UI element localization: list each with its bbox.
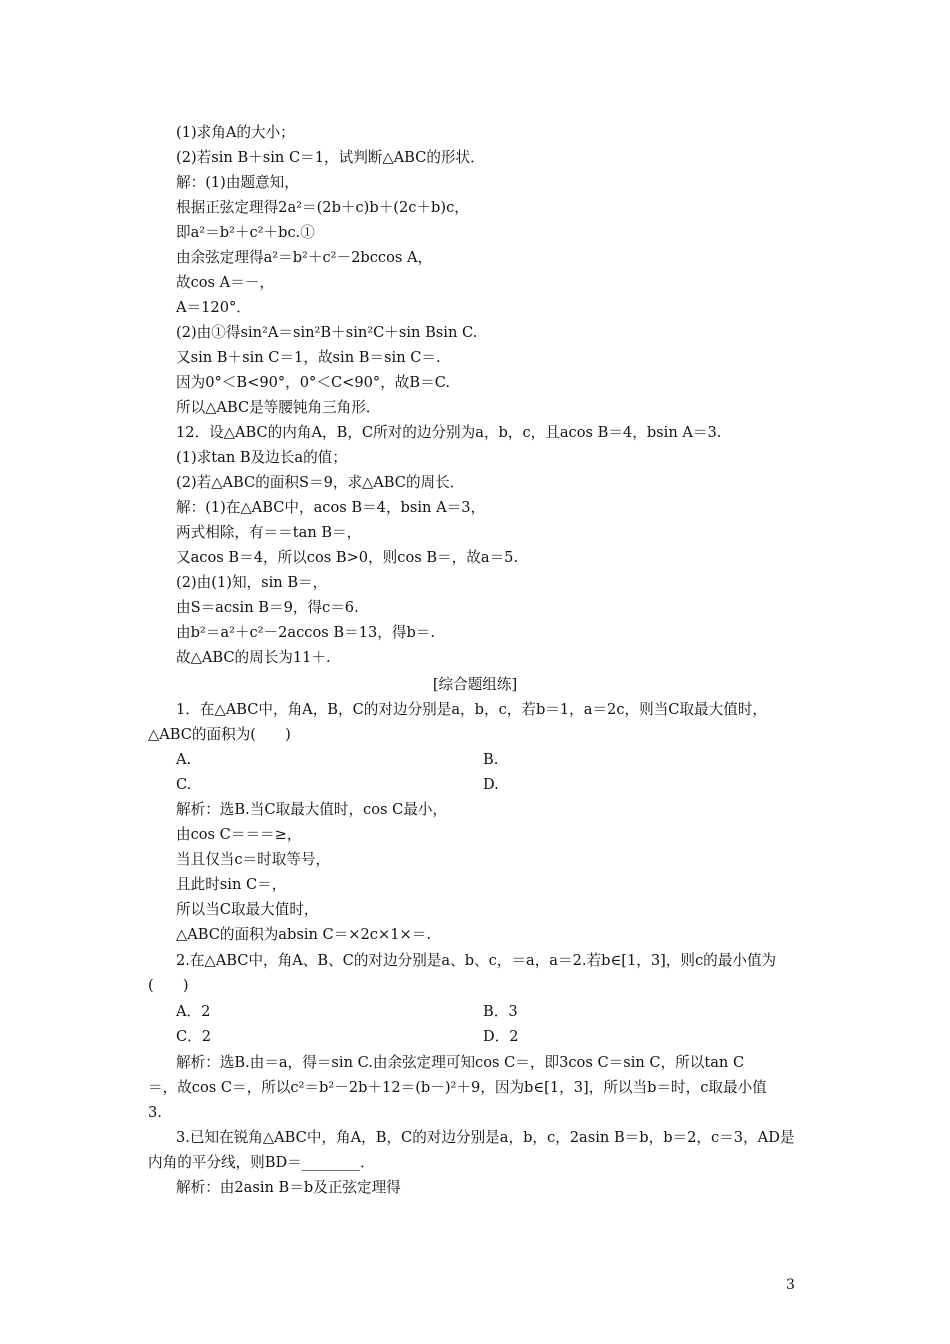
text-line: (2)由(1)知，sin B＝，: [176, 574, 328, 591]
option-c: C.: [176, 776, 192, 793]
solution-line: 由cos C＝＝＝≥，: [176, 826, 302, 843]
option-a: A.: [176, 751, 192, 768]
option-b: B．3: [483, 1003, 518, 1020]
question-1-cont: △ABC的面积为( ): [148, 726, 291, 743]
page-number: 3: [786, 1277, 795, 1293]
text-line: 又sin B＋sin C＝1，故sin B＝sin C＝.: [176, 349, 441, 366]
text-line: 两式相除，有＝＝tan B＝，: [176, 524, 362, 541]
text-line: (2)由①得sin²A＝sin²B＋sin²C＋sin Bsin C.: [176, 324, 478, 341]
solution-line: 解析：由2asin B＝b及正弦定理得: [176, 1179, 401, 1196]
question-1: 1．在△ABC中，角A，B，C的对边分别是a，b，c，若b＝1，a＝2c，则当C取最大值时，: [176, 701, 768, 718]
option-d: D．2: [483, 1028, 519, 1045]
solution-line: 3.: [148, 1104, 162, 1121]
option-d: D.: [483, 776, 499, 793]
text-line: A＝120°．: [176, 299, 251, 316]
text-line: 由b²＝a²＋c²－2accos B＝13，得b＝.: [176, 624, 436, 641]
question-12: 12．设△ABC的内角A，B，C所对的边分别为a，b，c，且acos B＝4，bsin A＝3.: [176, 424, 722, 441]
question-2-cont: ( ): [148, 977, 189, 994]
solution-line: 解析：选B.当C取最大值时，cos C最小，: [176, 801, 448, 818]
text-line: (1)求角A的大小；: [176, 124, 295, 141]
solution-line: △ABC的面积为absin C＝×2c×1×＝.: [176, 926, 431, 943]
question-2: 2.在△ABC中，角A、B、C的对边分别是a、b、c，＝a，a＝2.若b∈[1，3]，则c的最小值为: [176, 952, 777, 969]
text-line: 解：(1)由题意知，: [176, 174, 299, 191]
text-line: 又acos B＝4，所以cos B>0，则cos B＝，故a＝5.: [176, 549, 519, 566]
question-3-cont: 内角的平分线，则BD＝________．: [148, 1154, 375, 1171]
text-line: 故△ABC的周长为11＋.: [176, 649, 331, 666]
text-line: 故cos A＝－，: [176, 274, 275, 291]
text-line: 所以△ABC是等腰钝角三角形．: [176, 399, 381, 416]
section-heading: [综合题组练]: [432, 676, 518, 693]
solution-line: 解析：选B.由＝a，得＝sin C.由余弦定理可知cos C＝，即3cos C＝sin C，所以tan C: [176, 1054, 745, 1071]
solution-line: 当且仅当c＝时取等号，: [176, 851, 331, 868]
text-line: (2)若△ABC的面积S＝9，求△ABC的周长．: [176, 474, 465, 491]
text-line: 由余弦定理得a²＝b²＋c²－2bccos A，: [176, 249, 433, 266]
text-line: 因为0°＜B<90°，0°＜C<90°，故B＝C.: [176, 374, 451, 391]
text-line: 由S＝acsin B＝9，得c＝6.: [176, 599, 359, 616]
solution-line: ＝，故cos C＝，所以c²＝b²－2b＋12＝(b－)²＋9，因为b∈[1，3]，所以当b＝时，c取最小值: [148, 1079, 767, 1096]
text-line: (2)若sin B＋sin C＝1，试判断△ABC的形状．: [176, 149, 485, 166]
question-3: 3.已知在锐角△ABC中，角A，B，C的对边分别是a，b，c，2asin B＝b，b＝2，c＝3，AD是: [176, 1129, 795, 1146]
text-line: 根据正弦定理得2a²＝(2b＋c)b＋(2c＋b)c，: [176, 199, 469, 216]
option-c: C．2: [176, 1028, 212, 1045]
text-line: 即a²＝b²＋c²＋bc.①: [176, 224, 315, 241]
text-line: (1)求tan B及边长a的值；: [176, 449, 347, 466]
text-line: 解：(1)在△ABC中，acos B＝4，bsin A＝3，: [176, 499, 486, 516]
option-b: B.: [483, 751, 499, 768]
solution-line: 所以当C取最大值时，: [176, 901, 319, 918]
solution-line: 且此时sin C＝，: [176, 876, 287, 893]
option-a: A．2: [176, 1003, 211, 1020]
